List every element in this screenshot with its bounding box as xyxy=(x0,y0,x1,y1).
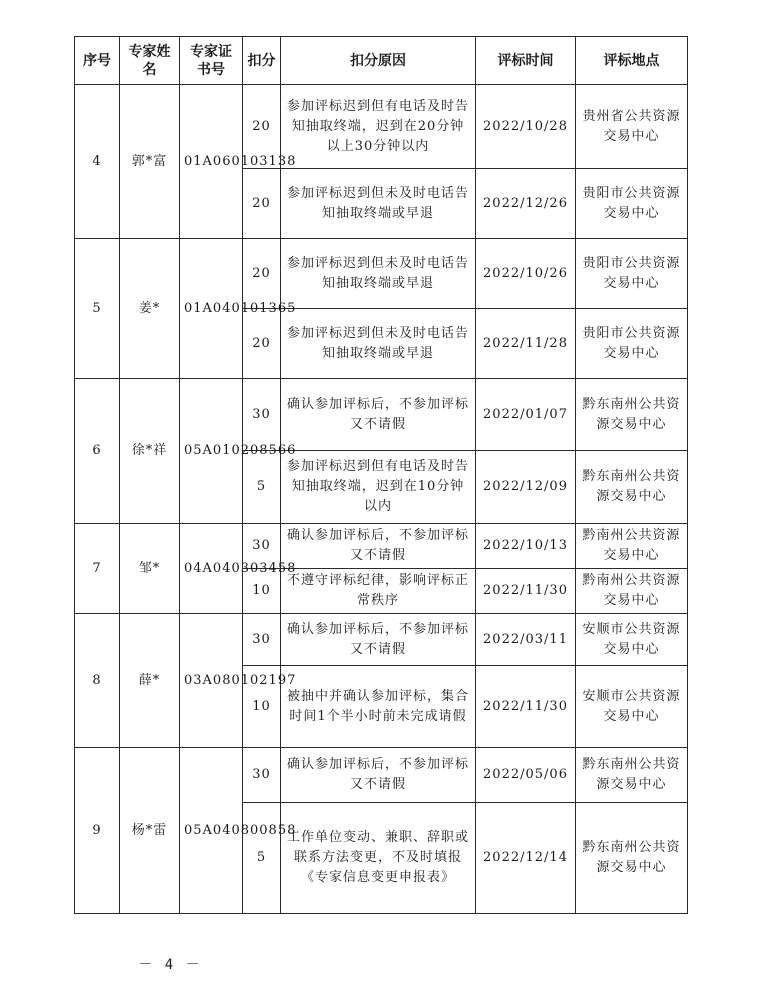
points-cell: 20 xyxy=(243,85,281,169)
place-cell: 安顺市公共资源交易中心 xyxy=(576,666,688,748)
seq-cell: 8 xyxy=(75,614,120,748)
points-cell: 5 xyxy=(243,803,281,914)
seq-cell: 9 xyxy=(75,748,120,914)
place-cell: 贵阳市公共资源交易中心 xyxy=(576,239,688,309)
page-number: － 4 － xyxy=(138,957,202,973)
reason-cell: 被抽中并确认参加评标，集合时间1个半小时前未完成请假 xyxy=(281,666,476,748)
points-cell: 20 xyxy=(243,239,281,309)
table-row xyxy=(75,239,688,309)
seq-cell: 5 xyxy=(75,239,120,379)
reason-cell: 参加评标迟到但有电话及时告知抽取终端，迟到在10分钟以内 xyxy=(281,451,476,524)
name-cell: 郭*富 xyxy=(120,85,180,239)
penalty-table xyxy=(74,36,688,914)
time-cell: 2022/05/06 xyxy=(476,748,576,803)
points-cell: 10 xyxy=(243,666,281,748)
time-cell: 2022/11/28 xyxy=(476,309,576,379)
header-time: 评标时间 xyxy=(476,37,576,85)
reason-cell: 参加评标迟到但有电话及时告知抽取终端，迟到在20分钟以上30分钟以内 xyxy=(281,85,476,169)
reason-cell: 确认参加评标后，不参加评标又不请假 xyxy=(281,614,476,666)
place-cell: 黔东南州公共资源交易中心 xyxy=(576,748,688,803)
points-cell: 5 xyxy=(243,451,281,524)
place-cell: 黔东南州公共资源交易中心 xyxy=(576,379,688,451)
seq-cell: 7 xyxy=(75,524,120,614)
place-cell: 安顺市公共资源交易中心 xyxy=(576,614,688,666)
cert-cell: 04A040303458 xyxy=(180,524,243,614)
table-row xyxy=(75,85,688,169)
table-row xyxy=(75,748,688,803)
cert-cell: 05A040800858 xyxy=(180,748,243,914)
cert-cell: 01A040101365 xyxy=(180,239,243,379)
reason-cell: 参加评标迟到但未及时电话告知抽取终端或早退 xyxy=(281,239,476,309)
name-cell: 徐*祥 xyxy=(120,379,180,524)
time-cell: 2022/01/07 xyxy=(476,379,576,451)
reason-cell: 不遵守评标纪律，影响评标正常秩序 xyxy=(281,569,476,614)
place-cell: 贵阳市公共资源交易中心 xyxy=(576,169,688,239)
time-cell: 2022/10/28 xyxy=(476,85,576,169)
place-cell: 贵州省公共资源交易中心 xyxy=(576,85,688,169)
header-row xyxy=(75,37,688,85)
cert-cell: 03A080102197 xyxy=(180,614,243,748)
table-row xyxy=(75,379,688,451)
header-cert: 专家证书号 xyxy=(180,37,243,85)
time-cell: 2022/11/30 xyxy=(476,666,576,748)
time-cell: 2022/10/26 xyxy=(476,239,576,309)
time-cell: 2022/10/13 xyxy=(476,524,576,569)
name-cell: 邹* xyxy=(120,524,180,614)
table-row xyxy=(75,614,688,666)
reason-cell: 参加评标迟到但未及时电话告知抽取终端或早退 xyxy=(281,309,476,379)
points-cell: 30 xyxy=(243,379,281,451)
seq-cell: 6 xyxy=(75,379,120,524)
name-cell: 杨*雷 xyxy=(120,748,180,914)
place-cell: 贵阳市公共资源交易中心 xyxy=(576,309,688,379)
reason-cell: 工作单位变动、兼职、辞职或联系方法变更，不及时填报《专家信息变更申报表》 xyxy=(281,803,476,914)
points-cell: 30 xyxy=(243,748,281,803)
points-cell: 30 xyxy=(243,614,281,666)
header-points: 扣分 xyxy=(243,37,281,85)
time-cell: 2022/03/11 xyxy=(476,614,576,666)
points-cell: 30 xyxy=(243,524,281,569)
time-cell: 2022/12/09 xyxy=(476,451,576,524)
points-cell: 20 xyxy=(243,169,281,239)
header-place: 评标地点 xyxy=(576,37,688,85)
header-name: 专家姓名 xyxy=(120,37,180,85)
header-seq: 序号 xyxy=(75,37,120,85)
reason-cell: 确认参加评标后，不参加评标又不请假 xyxy=(281,379,476,451)
reason-cell: 确认参加评标后，不参加评标又不请假 xyxy=(281,748,476,803)
table-row xyxy=(75,524,688,569)
time-cell: 2022/11/30 xyxy=(476,569,576,614)
place-cell: 黔南州公共资源交易中心 xyxy=(576,569,688,614)
time-cell: 2022/12/26 xyxy=(476,169,576,239)
place-cell: 黔南州公共资源交易中心 xyxy=(576,524,688,569)
name-cell: 姜* xyxy=(120,239,180,379)
name-cell: 薛* xyxy=(120,614,180,748)
header-reason: 扣分原因 xyxy=(281,37,476,85)
points-cell: 10 xyxy=(243,569,281,614)
reason-cell: 确认参加评标后，不参加评标又不请假 xyxy=(281,524,476,569)
cert-cell: 05A010208566 xyxy=(180,379,243,524)
place-cell: 黔东南州公共资源交易中心 xyxy=(576,451,688,524)
time-cell: 2022/12/14 xyxy=(476,803,576,914)
points-cell: 20 xyxy=(243,309,281,379)
place-cell: 黔东南州公共资源交易中心 xyxy=(576,803,688,914)
seq-cell: 4 xyxy=(75,85,120,239)
reason-cell: 参加评标迟到但未及时电话告知抽取终端或早退 xyxy=(281,169,476,239)
cert-cell: 01A060103138 xyxy=(180,85,243,239)
